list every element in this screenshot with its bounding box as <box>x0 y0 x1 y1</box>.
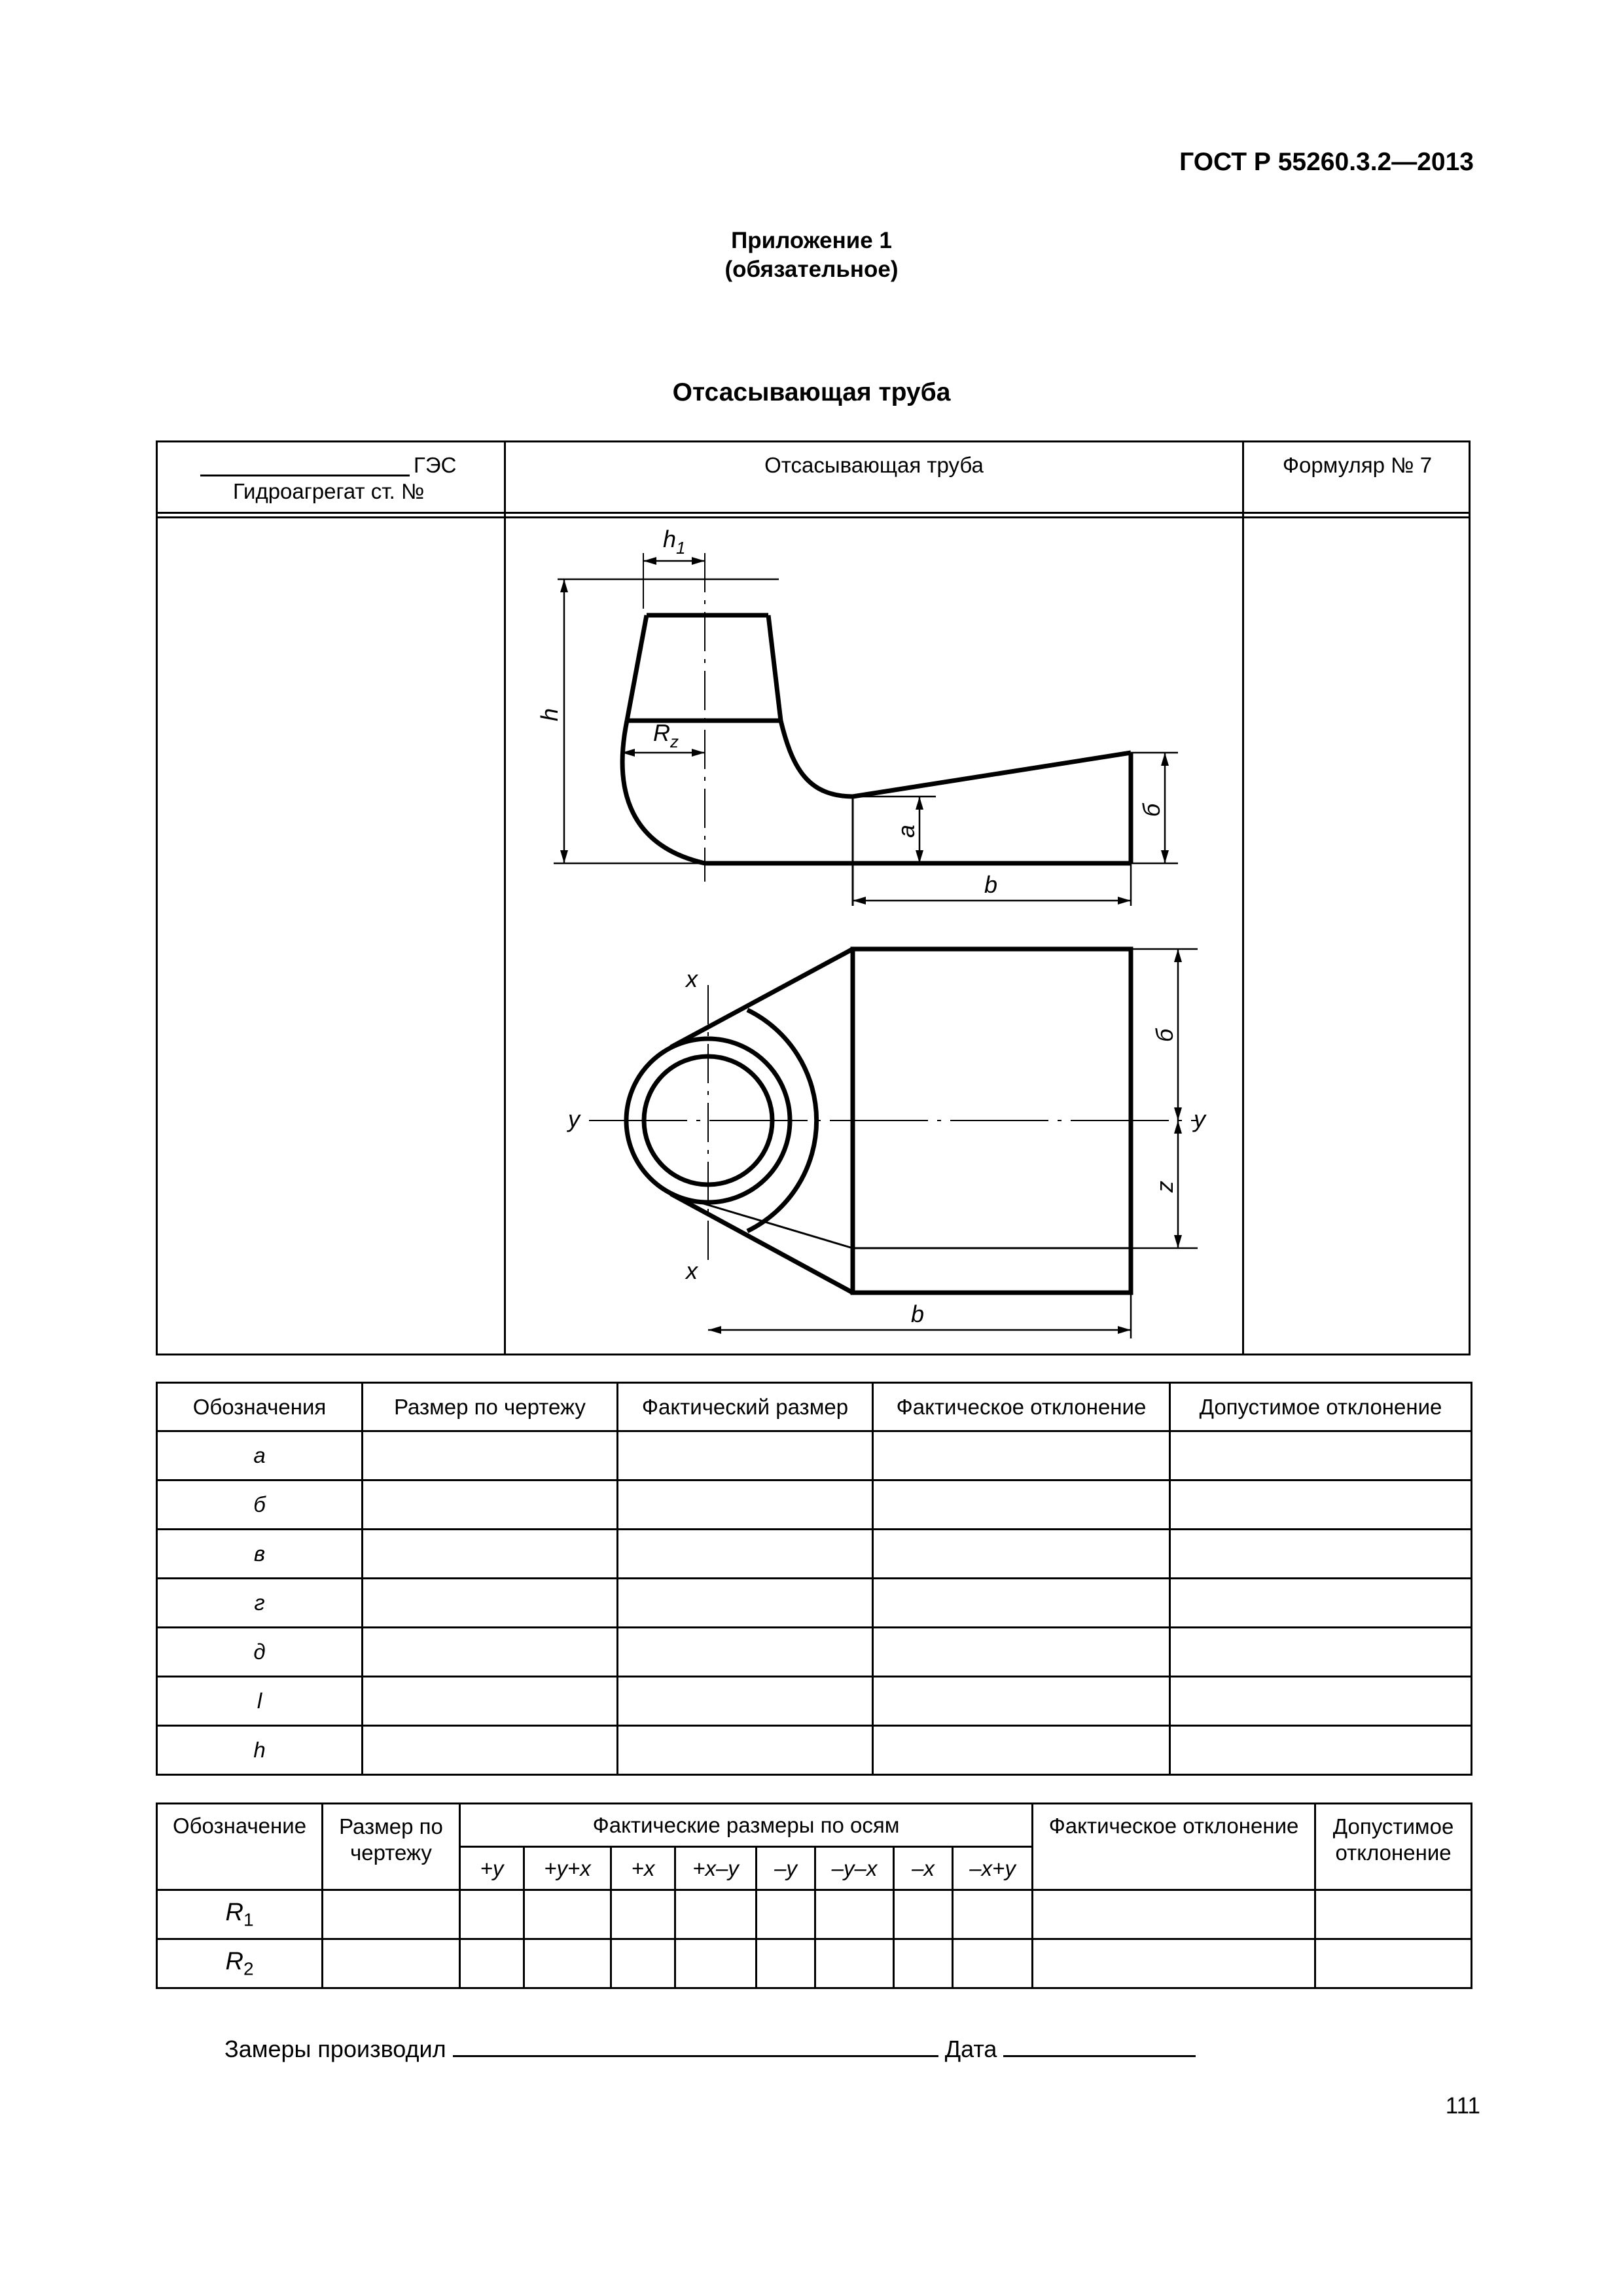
cell-input[interactable] <box>618 1480 873 1530</box>
cell-input[interactable] <box>1315 1890 1472 1939</box>
col-actual-deviation: Фактическое отклонение <box>1033 1804 1315 1890</box>
axis-minus-y: –y <box>757 1847 815 1890</box>
row-radius-2: $R_2$ <box>157 1939 323 1988</box>
cell-input[interactable] <box>757 1890 815 1939</box>
col-designation: Обозначение <box>157 1804 323 1890</box>
table-row <box>157 1939 1472 1988</box>
row-designation: б <box>157 1480 363 1530</box>
cell-input[interactable] <box>363 1628 618 1677</box>
measurements-footer <box>224 2036 1196 2063</box>
table-row <box>157 1530 1472 1579</box>
label-b-plan: б <box>1151 1028 1178 1042</box>
cell-input[interactable] <box>873 1579 1170 1628</box>
date-label: Дата <box>944 2036 997 2062</box>
section-title: Отсасывающая труба <box>672 378 951 406</box>
axis-plus-x: +x <box>611 1847 675 1890</box>
cell-input[interactable] <box>460 1890 524 1939</box>
cell-input[interactable] <box>873 1530 1170 1579</box>
cell-input[interactable] <box>1170 1530 1472 1579</box>
cell-input[interactable] <box>363 1677 618 1726</box>
table-row <box>157 1628 1472 1677</box>
center-title: Отсасывающая труба <box>764 453 984 477</box>
row-designation: г <box>157 1579 363 1628</box>
cell-input[interactable] <box>873 1726 1170 1775</box>
axis-minus-y-minus-x: –y–x <box>815 1847 894 1890</box>
col-allowed-deviation: Допустимое отклонение <box>1315 1804 1472 1890</box>
cell-input[interactable] <box>675 1939 757 1988</box>
row-designation: l <box>157 1677 363 1726</box>
axis-plus-y-plus-x: +y+x <box>524 1847 611 1890</box>
cell-input[interactable] <box>524 1939 611 1988</box>
cell-input[interactable] <box>894 1939 953 1988</box>
cell-input[interactable] <box>1170 1431 1472 1480</box>
label-rz: $R_z$ <box>653 719 679 751</box>
cell-input[interactable] <box>618 1431 873 1480</box>
cell-input[interactable] <box>815 1939 894 1988</box>
row-designation: а <box>157 1431 363 1480</box>
axis-plus-x-minus-y: +x–y <box>675 1847 757 1890</box>
axes-table <box>156 1803 1472 1989</box>
table-row <box>157 1726 1472 1775</box>
cell-input[interactable] <box>873 1628 1170 1677</box>
cell-input[interactable] <box>611 1939 675 1988</box>
cell-input[interactable] <box>675 1890 757 1939</box>
date-line[interactable] <box>1003 2050 1196 2057</box>
cell-input[interactable] <box>524 1890 611 1939</box>
cell-input[interactable] <box>363 1431 618 1480</box>
cell-input[interactable] <box>323 1890 460 1939</box>
cell-input[interactable] <box>618 1579 873 1628</box>
label-b-side: б <box>1138 803 1165 817</box>
table-row <box>157 1579 1472 1628</box>
unit-label: Гидроагрегат ст. № <box>233 479 425 503</box>
cell-input[interactable] <box>323 1939 460 1988</box>
cell-input[interactable] <box>618 1677 873 1726</box>
cell-input[interactable] <box>873 1431 1170 1480</box>
standard-number: ГОСТ Р 55260.3.2—2013 <box>1179 148 1474 176</box>
row-designation: в <box>157 1530 363 1579</box>
cell-input[interactable] <box>953 1939 1033 1988</box>
cell-input[interactable] <box>873 1677 1170 1726</box>
table-row <box>157 1890 1472 1939</box>
cell-input[interactable] <box>618 1628 873 1677</box>
cell-input[interactable] <box>1170 1726 1472 1775</box>
row-designation: h <box>157 1726 363 1775</box>
station-suffix: ГЭС <box>414 453 457 477</box>
measured-by-label: Замеры производил <box>224 2036 446 2062</box>
col-drawing-size: Размер по чертежу <box>363 1383 618 1431</box>
cell-input[interactable] <box>1170 1677 1472 1726</box>
cell-input[interactable] <box>1033 1939 1315 1988</box>
cell-input[interactable] <box>873 1480 1170 1530</box>
col-actual-deviation: Фактическое отклонение <box>873 1383 1170 1431</box>
cell-input[interactable] <box>757 1939 815 1988</box>
axis-minus-x-plus-y: –x+y <box>953 1847 1033 1890</box>
appendix-type: (обязательное) <box>724 257 899 282</box>
cell-input[interactable] <box>1170 1628 1472 1677</box>
axis-minus-x: –x <box>894 1847 953 1890</box>
label-x-bottom: x <box>686 1257 698 1284</box>
axes-header-row <box>157 1804 1472 1847</box>
table-row <box>157 1480 1472 1530</box>
row-designation: д <box>157 1628 363 1677</box>
label-h1: $h_1$ <box>663 526 686 558</box>
page-number: 111 <box>1445 2093 1480 2119</box>
label-y-right: y <box>1194 1105 1205 1132</box>
cell-input[interactable] <box>1315 1939 1472 1988</box>
cell-input[interactable] <box>1170 1480 1472 1530</box>
col-designations: Обозначения <box>157 1383 363 1431</box>
cell-input[interactable] <box>618 1530 873 1579</box>
cell-input[interactable] <box>363 1726 618 1775</box>
cell-input[interactable] <box>1033 1890 1315 1939</box>
dimensions-table <box>156 1382 1472 1776</box>
appendix-title: Приложение 1 <box>731 228 892 253</box>
label-y-left: y <box>568 1105 580 1132</box>
measured-by-line[interactable] <box>453 2050 938 2057</box>
col-axes-group: Фактические размеры по осям <box>460 1804 1033 1847</box>
dimensions-header-row <box>157 1383 1472 1431</box>
cell-input[interactable] <box>363 1579 618 1628</box>
cell-input[interactable] <box>611 1890 675 1939</box>
col-actual-size: Фактический размер <box>618 1383 873 1431</box>
label-z: z <box>1151 1181 1178 1193</box>
form-number: Формуляр № 7 <box>1282 453 1433 477</box>
cell-input[interactable] <box>460 1939 524 1988</box>
table-row <box>157 1677 1472 1726</box>
cell-input[interactable] <box>894 1890 953 1939</box>
axis-plus-y: +y <box>460 1847 524 1890</box>
row-radius-1: $R_1$ <box>157 1890 323 1939</box>
label-h: h <box>536 708 563 721</box>
cell-input[interactable] <box>953 1890 1033 1939</box>
label-b-length-top: b <box>984 871 998 898</box>
label-x-top: x <box>686 965 698 992</box>
label-b-length-bottom: b <box>911 1300 925 1327</box>
label-a: а <box>893 824 919 838</box>
cell-input[interactable] <box>1170 1579 1472 1628</box>
cell-input[interactable] <box>618 1726 873 1775</box>
cell-input[interactable] <box>815 1890 894 1939</box>
cell-input[interactable] <box>363 1480 618 1530</box>
col-drawing-size: Размер по чертежу <box>323 1804 460 1890</box>
cell-input[interactable] <box>363 1530 618 1579</box>
col-allowed-deviation: Допустимое отклонение <box>1170 1383 1472 1431</box>
table-row <box>157 1431 1472 1480</box>
